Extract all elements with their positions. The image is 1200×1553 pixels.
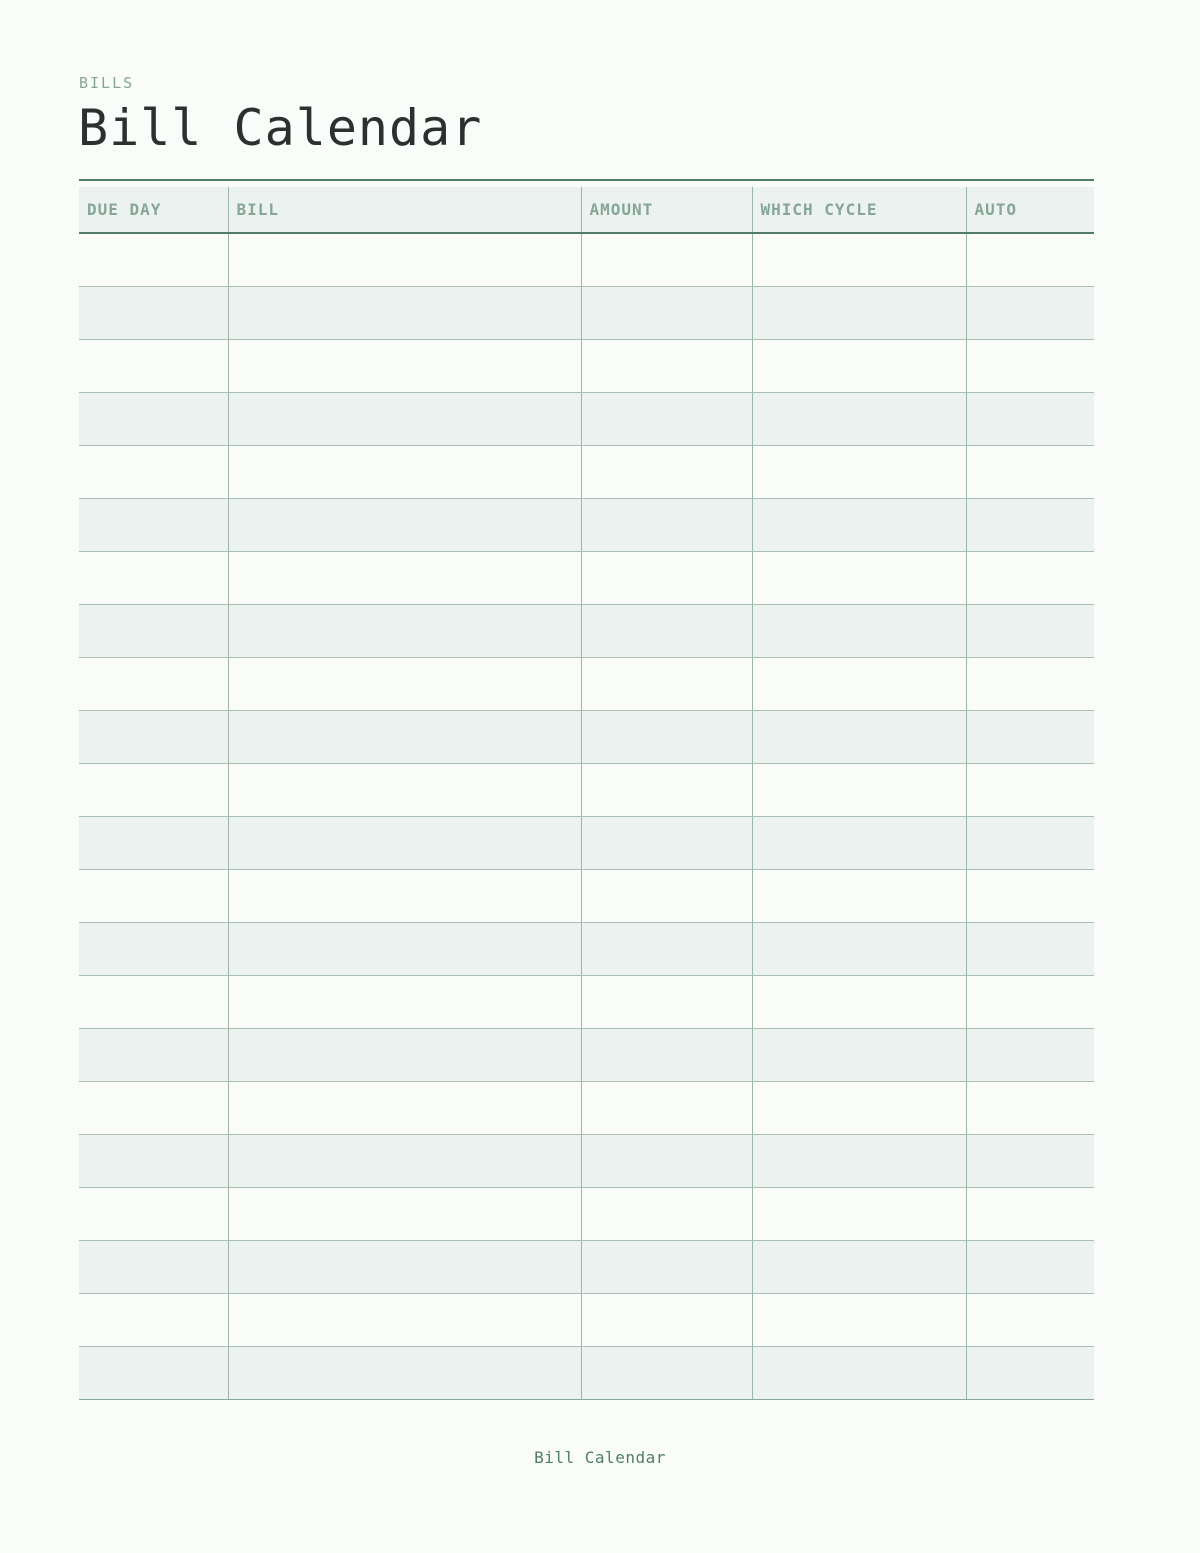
table-row <box>79 233 1094 286</box>
cell-bill <box>228 1134 581 1187</box>
cell-bill <box>228 392 581 445</box>
cell-amount <box>581 286 752 339</box>
table-row <box>79 445 1094 498</box>
cell-auto <box>966 710 1094 763</box>
cell-due-day <box>79 604 228 657</box>
cell-bill <box>228 286 581 339</box>
cell-amount <box>581 657 752 710</box>
cell-bill <box>228 869 581 922</box>
table-row <box>79 498 1094 551</box>
cell-bill <box>228 233 581 286</box>
cell-auto <box>966 498 1094 551</box>
cell-auto <box>966 869 1094 922</box>
cell-due-day <box>79 1081 228 1134</box>
cell-which-cycle <box>752 975 966 1028</box>
table-row <box>79 1346 1094 1399</box>
cell-auto <box>966 1081 1094 1134</box>
cell-due-day <box>79 339 228 392</box>
cell-amount <box>581 1134 752 1187</box>
cell-amount <box>581 1346 752 1399</box>
cell-amount <box>581 551 752 604</box>
cell-bill <box>228 1346 581 1399</box>
cell-amount <box>581 1240 752 1293</box>
cell-due-day <box>79 975 228 1028</box>
table-row <box>79 657 1094 710</box>
table-row <box>79 286 1094 339</box>
cell-which-cycle <box>752 339 966 392</box>
cell-which-cycle <box>752 392 966 445</box>
cell-due-day <box>79 657 228 710</box>
column-header-amount: AMOUNT <box>581 187 752 233</box>
cell-auto <box>966 1240 1094 1293</box>
cell-auto <box>966 1293 1094 1346</box>
cell-due-day <box>79 763 228 816</box>
table-row <box>79 975 1094 1028</box>
cell-which-cycle <box>752 657 966 710</box>
cell-bill <box>228 445 581 498</box>
cell-which-cycle <box>752 869 966 922</box>
cell-due-day <box>79 1240 228 1293</box>
table-row <box>79 339 1094 392</box>
page-eyebrow: BILLS <box>79 74 135 92</box>
table-header <box>79 187 1094 233</box>
cell-amount <box>581 339 752 392</box>
cell-which-cycle <box>752 1293 966 1346</box>
table-row <box>79 763 1094 816</box>
cell-due-day <box>79 286 228 339</box>
cell-auto <box>966 233 1094 286</box>
cell-amount <box>581 869 752 922</box>
cell-auto <box>966 392 1094 445</box>
cell-amount <box>581 922 752 975</box>
bill-table <box>79 187 1094 1400</box>
cell-due-day <box>79 392 228 445</box>
cell-bill <box>228 975 581 1028</box>
cell-due-day <box>79 1187 228 1240</box>
cell-bill <box>228 1081 581 1134</box>
cell-auto <box>966 1346 1094 1399</box>
header-row <box>79 187 1094 233</box>
column-header-auto: AUTO <box>966 187 1094 233</box>
cell-due-day <box>79 816 228 869</box>
column-header-due-day: DUE DAY <box>79 187 228 233</box>
cell-bill <box>228 498 581 551</box>
cell-amount <box>581 1293 752 1346</box>
cell-amount <box>581 1081 752 1134</box>
cell-amount <box>581 233 752 286</box>
cell-which-cycle <box>752 922 966 975</box>
table-row <box>79 710 1094 763</box>
table-row <box>79 1240 1094 1293</box>
cell-which-cycle <box>752 604 966 657</box>
cell-which-cycle <box>752 498 966 551</box>
page-footer: Bill Calendar <box>534 1448 666 1467</box>
cell-which-cycle <box>752 445 966 498</box>
cell-bill <box>228 1028 581 1081</box>
cell-due-day <box>79 445 228 498</box>
cell-which-cycle <box>752 1346 966 1399</box>
cell-due-day <box>79 498 228 551</box>
cell-auto <box>966 604 1094 657</box>
table-row <box>79 1081 1094 1134</box>
cell-which-cycle <box>752 1081 966 1134</box>
cell-bill <box>228 657 581 710</box>
cell-which-cycle <box>752 1134 966 1187</box>
cell-amount <box>581 1187 752 1240</box>
cell-bill <box>228 339 581 392</box>
cell-auto <box>966 657 1094 710</box>
cell-which-cycle <box>752 551 966 604</box>
cell-auto <box>966 339 1094 392</box>
page-title: Bill Calendar <box>78 99 483 157</box>
cell-auto <box>966 286 1094 339</box>
title-divider <box>79 179 1094 181</box>
cell-auto <box>966 763 1094 816</box>
cell-which-cycle <box>752 763 966 816</box>
table-row <box>79 922 1094 975</box>
table-row <box>79 551 1094 604</box>
cell-which-cycle <box>752 1187 966 1240</box>
table-row <box>79 604 1094 657</box>
cell-due-day <box>79 710 228 763</box>
column-header-bill: BILL <box>228 187 581 233</box>
cell-due-day <box>79 1346 228 1399</box>
cell-which-cycle <box>752 816 966 869</box>
cell-amount <box>581 392 752 445</box>
table-row <box>79 1134 1094 1187</box>
cell-due-day <box>79 869 228 922</box>
cell-auto <box>966 1028 1094 1081</box>
cell-auto <box>966 551 1094 604</box>
cell-auto <box>966 445 1094 498</box>
cell-which-cycle <box>752 710 966 763</box>
cell-auto <box>966 922 1094 975</box>
cell-bill <box>228 1293 581 1346</box>
table-row <box>79 1187 1094 1240</box>
cell-bill <box>228 604 581 657</box>
cell-due-day <box>79 1028 228 1081</box>
table-row <box>79 1028 1094 1081</box>
cell-due-day <box>79 551 228 604</box>
cell-due-day <box>79 233 228 286</box>
table-row <box>79 392 1094 445</box>
cell-bill <box>228 922 581 975</box>
cell-due-day <box>79 922 228 975</box>
cell-amount <box>581 445 752 498</box>
table-row <box>79 1293 1094 1346</box>
cell-amount <box>581 1028 752 1081</box>
cell-amount <box>581 710 752 763</box>
cell-auto <box>966 975 1094 1028</box>
cell-which-cycle <box>752 286 966 339</box>
cell-which-cycle <box>752 1028 966 1081</box>
cell-amount <box>581 498 752 551</box>
cell-bill <box>228 710 581 763</box>
table-row <box>79 816 1094 869</box>
cell-auto <box>966 816 1094 869</box>
cell-bill <box>228 551 581 604</box>
cell-amount <box>581 763 752 816</box>
table-body <box>79 233 1094 1399</box>
cell-amount <box>581 816 752 869</box>
cell-bill <box>228 1240 581 1293</box>
cell-bill <box>228 1187 581 1240</box>
table-row <box>79 869 1094 922</box>
cell-bill <box>228 816 581 869</box>
cell-bill <box>228 763 581 816</box>
cell-amount <box>581 604 752 657</box>
column-header-which-cycle: WHICH CYCLE <box>752 187 966 233</box>
cell-amount <box>581 975 752 1028</box>
cell-due-day <box>79 1134 228 1187</box>
cell-auto <box>966 1187 1094 1240</box>
cell-which-cycle <box>752 233 966 286</box>
cell-auto <box>966 1134 1094 1187</box>
cell-due-day <box>79 1293 228 1346</box>
cell-which-cycle <box>752 1240 966 1293</box>
